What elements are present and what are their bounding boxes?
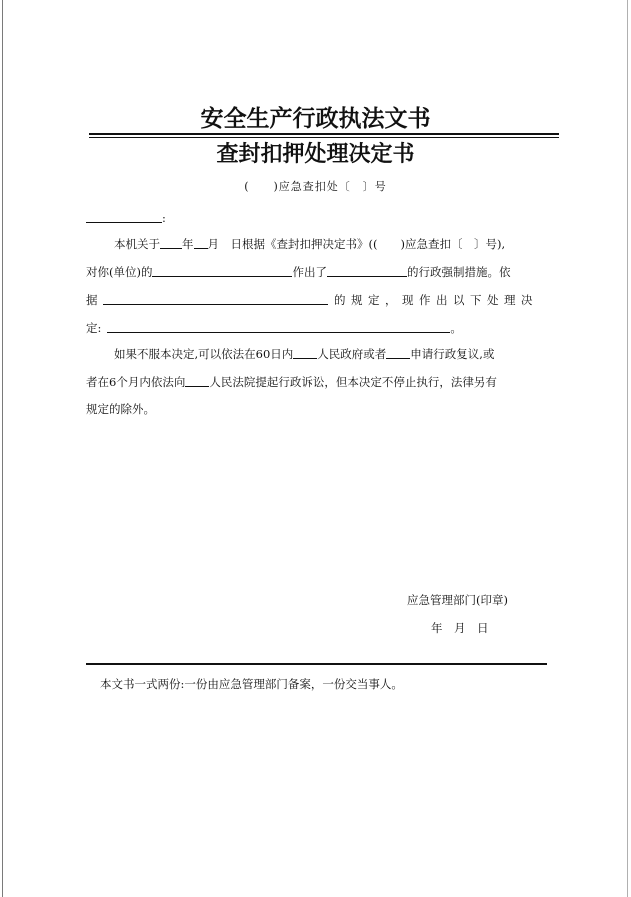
recipient-line bbox=[86, 210, 166, 226]
para1-line4 bbox=[86, 320, 462, 336]
para1-text: 本机关于 bbox=[114, 237, 160, 251]
para2-line2 bbox=[86, 374, 497, 390]
department-blank[interactable] bbox=[386, 346, 410, 359]
para2-text: 者在6个月内依法向 bbox=[86, 375, 186, 389]
recipient-blank[interactable] bbox=[86, 210, 162, 223]
government-blank[interactable] bbox=[293, 346, 317, 359]
para1-text: 定: bbox=[86, 321, 102, 335]
basis-blank[interactable] bbox=[103, 292, 328, 305]
para1-text: 对你(单位)的 bbox=[86, 265, 153, 279]
title-rule-thin bbox=[89, 137, 559, 138]
para1-text: 作出了 bbox=[292, 265, 327, 279]
para2-line1 bbox=[114, 346, 494, 362]
para2-text: 如果不服本决定,可以依法在60日内 bbox=[114, 347, 294, 361]
footer-note: 本文书一式两份:一份由应急管理部门备案，一份交当事人。 bbox=[100, 677, 403, 691]
para1-text: 的行政强制措施。依 bbox=[406, 265, 511, 279]
document-title: 安全生产行政执法文书 bbox=[200, 105, 431, 132]
para1-text: 。 bbox=[450, 321, 462, 335]
court-blank[interactable] bbox=[185, 374, 209, 387]
para1-text: 据 bbox=[86, 293, 103, 307]
para2-text: 人民政府或者 bbox=[317, 347, 387, 361]
para2-line3: 规定的除外。 bbox=[86, 402, 155, 416]
para1-line3 bbox=[86, 292, 538, 308]
para2-text: 人民法院提起行政诉讼，但本决定不停止执行，法律另有 bbox=[209, 375, 497, 389]
page-border-right bbox=[627, 0, 628, 897]
page-border-left bbox=[2, 0, 3, 897]
recipient-suffix: : bbox=[162, 211, 166, 225]
measure-blank[interactable] bbox=[327, 264, 407, 277]
document-number: ( )应急查扣处〔 〕号 bbox=[244, 180, 387, 193]
document-subtitle: 查封扣押处理决定书 bbox=[216, 141, 415, 167]
para1-text: 月 日根据《查封扣押决定书》(( )应急查扣〔 〕号), bbox=[207, 237, 506, 251]
para1-line1 bbox=[114, 236, 505, 252]
para2-text: 申请行政复议,或 bbox=[410, 347, 495, 361]
para1-text: 年 bbox=[182, 237, 194, 251]
para1-text: 的规定，现作出以下处理决 bbox=[334, 293, 538, 307]
signature-date: 年 月 日 bbox=[431, 621, 489, 635]
item-blank[interactable] bbox=[152, 264, 292, 277]
footer-rule bbox=[86, 663, 547, 665]
para1-line2 bbox=[86, 264, 510, 280]
month-blank[interactable] bbox=[194, 236, 208, 249]
signature-org: 应急管理部门(印章) bbox=[407, 593, 508, 607]
title-rule-thick bbox=[89, 133, 559, 135]
year-blank[interactable] bbox=[160, 236, 182, 249]
decision-blank[interactable] bbox=[107, 320, 450, 333]
